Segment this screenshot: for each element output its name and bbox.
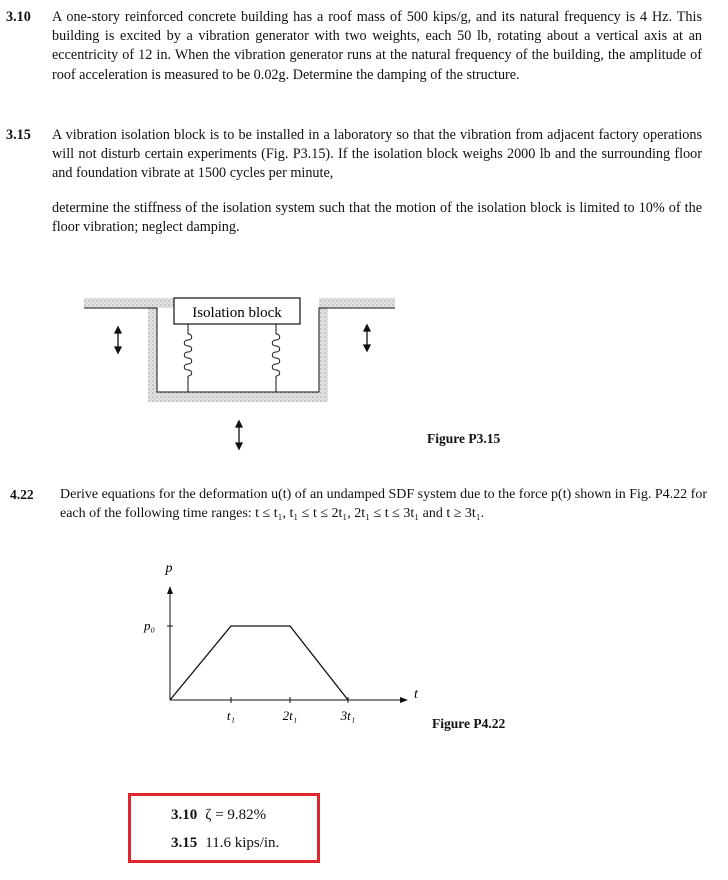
problem-text: A one-story reinforced concrete building has a roof mass of 500 kips/g, and its natural frequency is 4 Hz. This building is excited by a vibration generator with two weights, each 50 lb, rotating about a vertical axis at an eccentricity of 12 in. When the vibration generator runs at the natural frequency of the building, the amplitude of roof acceleration is measured to be 0.02g. Determine the damping of the structure. <box>52 9 702 83</box>
problem-3-15 <box>6 126 706 186</box>
y-axis-label: p <box>165 561 173 576</box>
tick-label-t1: t₁ <box>226 708 236 723</box>
figure-p3-15 <box>80 288 420 458</box>
tick-label-2t1: 2t₁ <box>282 708 298 723</box>
figure-caption: Figure P3.15 <box>427 431 501 446</box>
vibration-arrow-right <box>364 325 370 351</box>
spring-right <box>272 324 280 392</box>
answer-3-10 <box>171 807 266 824</box>
problem-3-15-continued: determine the stiffness of the isolation system such that the motion of the isolation block is limited to 10% of the floor vibration; neglect damping. <box>52 200 702 236</box>
problem-number: 3.15 <box>6 127 31 143</box>
y-axis-arrow <box>167 586 173 594</box>
figure-p4-22 <box>140 558 430 738</box>
tick-label-3t1: 3t₁ <box>340 708 356 723</box>
answer-3-15 <box>171 835 279 852</box>
answer-value: ζ = 9.82% <box>205 807 267 823</box>
problem-text: Derive equations for the deformation u(t) of an undamped SDF system due to the force p(t) shown in Fig. P4.22 for each of the following time ranges: t ≤ t₁, t₁ ≤ t ≤ 2t₁, 2t₁ ≤ t ≤ 3t₁ and t ≥ 3t₁. <box>60 487 707 521</box>
answers-box <box>128 793 320 863</box>
vibration-arrow-left <box>115 327 121 353</box>
spring-left <box>184 324 192 392</box>
x-axis-label: t <box>414 687 418 702</box>
problem-4-22 <box>10 485 725 555</box>
block-label: Isolation block <box>192 305 282 321</box>
peak-label: p₀ <box>144 618 156 633</box>
answer-number: 3.15 <box>171 835 198 851</box>
answer-value: 11.6 kips/in. <box>205 835 280 851</box>
problem-text: A vibration isolation block is to be installed in a laboratory so that the vibration from adjacent factory operations will not disturb certain experiments (Fig. P3.15). If the isolation block weighs 2000 lb and the surrounding floor and foundation vibrate at 1500 cycles per minute, <box>52 127 702 182</box>
force-curve <box>170 626 348 700</box>
problem-number: 3.10 <box>6 9 31 25</box>
problem-3-10 <box>6 8 706 108</box>
figure-caption: Figure P4.22 <box>432 716 506 731</box>
vibration-arrow-bottom <box>236 421 242 449</box>
x-axis-arrow <box>400 697 408 703</box>
answer-number: 3.10 <box>171 807 198 823</box>
problem-number: 4.22 <box>10 487 34 502</box>
